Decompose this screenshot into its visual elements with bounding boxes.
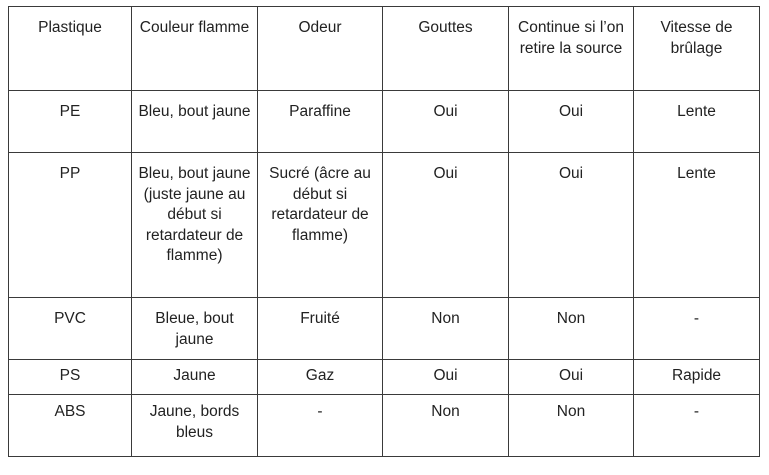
header-couleur-flamme: Couleur flamme <box>132 7 258 91</box>
cell-couleur-flamme: Bleu, bout jaune (juste jaune au début si retardateur de flamme) <box>132 153 258 298</box>
table-row <box>9 153 760 298</box>
cell-plastique: ABS <box>9 395 132 457</box>
cell-couleur-flamme: Bleue, bout jaune <box>132 298 258 360</box>
cell-continue: Non <box>509 298 634 360</box>
cell-couleur-flamme: Jaune, bords bleus <box>132 395 258 457</box>
cell-plastique: PP <box>9 153 132 298</box>
cell-gouttes: Oui <box>383 153 509 298</box>
cell-odeur: Paraffine <box>258 91 383 153</box>
cell-vitesse: - <box>634 395 760 457</box>
header-plastique: Plastique <box>9 7 132 91</box>
cell-odeur: Sucré (âcre au début si retardateur de flamme) <box>258 153 383 298</box>
cell-odeur: Gaz <box>258 360 383 395</box>
cell-gouttes: Oui <box>383 91 509 153</box>
cell-odeur: - <box>258 395 383 457</box>
plastics-burn-test-table <box>8 6 760 457</box>
cell-plastique: PS <box>9 360 132 395</box>
cell-vitesse: Rapide <box>634 360 760 395</box>
cell-continue: Oui <box>509 91 634 153</box>
cell-couleur-flamme: Bleu, bout jaune <box>132 91 258 153</box>
cell-continue: Non <box>509 395 634 457</box>
table-header-row <box>9 7 760 91</box>
cell-odeur: Fruité <box>258 298 383 360</box>
cell-vitesse: - <box>634 298 760 360</box>
table-row <box>9 360 760 395</box>
cell-plastique: PE <box>9 91 132 153</box>
table-row <box>9 298 760 360</box>
cell-continue: Oui <box>509 153 634 298</box>
cell-gouttes: Non <box>383 298 509 360</box>
cell-vitesse: Lente <box>634 91 760 153</box>
table-row <box>9 91 760 153</box>
cell-vitesse: Lente <box>634 153 760 298</box>
cell-couleur-flamme: Jaune <box>132 360 258 395</box>
header-gouttes: Gouttes <box>383 7 509 91</box>
cell-plastique: PVC <box>9 298 132 360</box>
header-odeur: Odeur <box>258 7 383 91</box>
table-row <box>9 395 760 457</box>
header-vitesse-brulage: Vitesse de brûlage <box>634 7 760 91</box>
cell-gouttes: Non <box>383 395 509 457</box>
cell-continue: Oui <box>509 360 634 395</box>
cell-gouttes: Oui <box>383 360 509 395</box>
header-continue-si-retire-source: Continue si l’on retire la source <box>509 7 634 91</box>
